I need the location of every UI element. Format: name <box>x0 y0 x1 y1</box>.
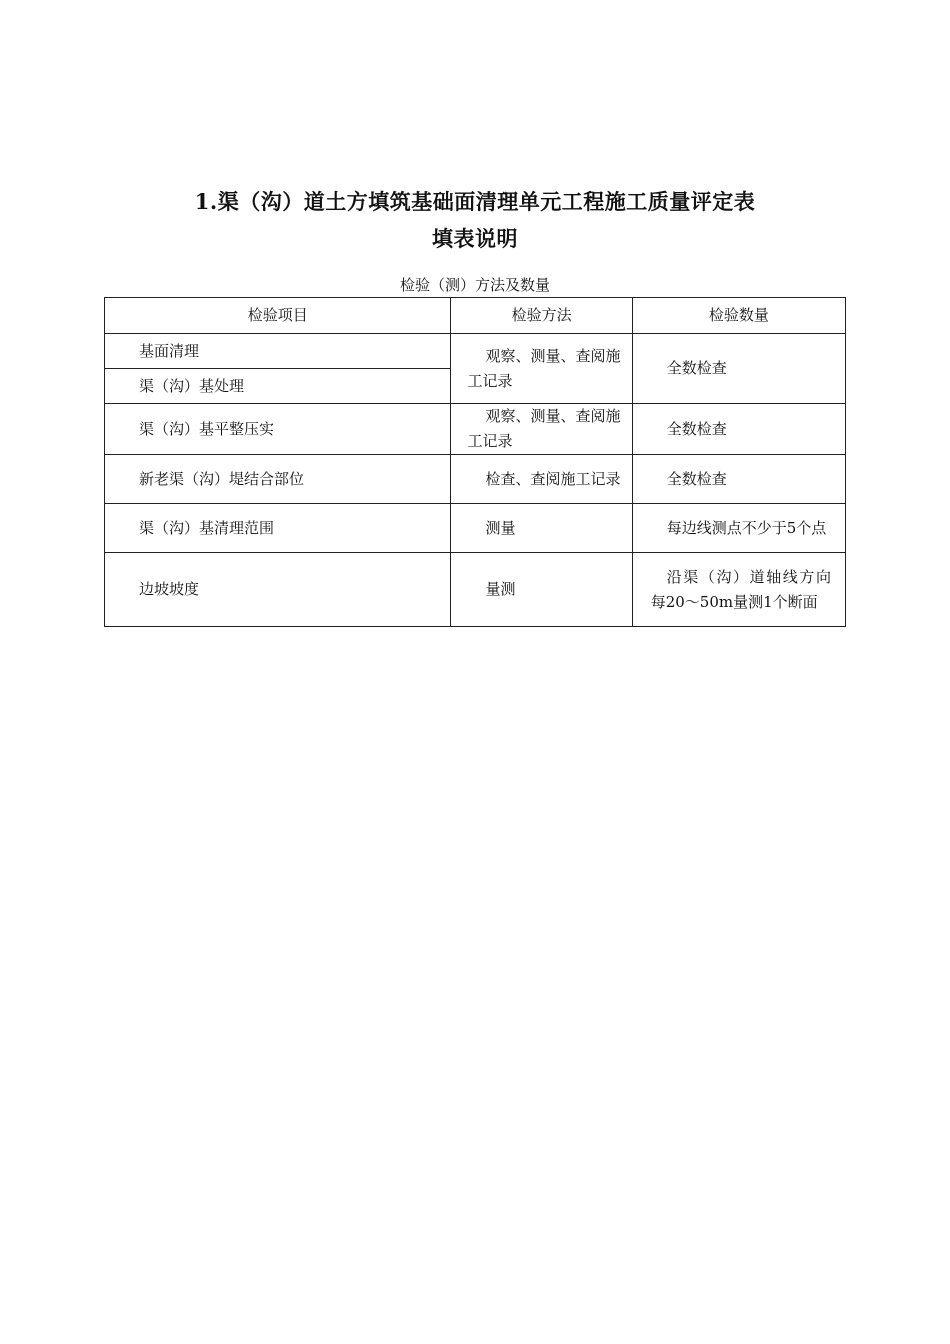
method-cell: 量测 <box>451 553 632 627</box>
table-row <box>105 334 846 369</box>
inspection-table <box>104 297 846 627</box>
method-cell: 检查、查阅施工记录 <box>451 455 632 504</box>
table-header-row <box>105 298 846 334</box>
item-cell: 渠（沟）基平整压实 <box>105 404 451 455</box>
method-cell: 观察、测量、查阅施工记录 <box>451 334 632 404</box>
table-caption: 检验（测）方法及数量 <box>399 276 550 294</box>
method-cell: 测量 <box>451 504 632 553</box>
item-cell: 新老渠（沟）堤结合部位 <box>105 455 451 504</box>
method-cell: 观察、测量、查阅施工记录 <box>451 404 632 455</box>
quantity-cell: 全数检查 <box>632 404 845 455</box>
document-title: 1.渠（沟）道土方填筑基础面清理单元工程施工质量评定表 <box>194 189 756 214</box>
quantity-cell: 沿渠（沟）道轴线方向每20～50m量测1个断面 <box>632 553 845 627</box>
quantity-cell: 全数检查 <box>632 455 845 504</box>
table-row <box>105 504 846 553</box>
header-method: 检验方法 <box>451 298 632 334</box>
quantity-cell: 全数检查 <box>632 334 845 404</box>
header-quantity: 检验数量 <box>632 298 845 334</box>
item-cell: 边坡坡度 <box>105 553 451 627</box>
item-cell: 基面清理 <box>105 334 451 369</box>
item-cell: 渠（沟）基处理 <box>105 369 451 404</box>
table-row <box>105 404 846 455</box>
document-subtitle: 填表说明 <box>432 226 518 251</box>
item-cell: 渠（沟）基清理范围 <box>105 504 451 553</box>
quantity-cell: 每边线测点不少于5个点 <box>632 504 845 553</box>
header-item: 检验项目 <box>105 298 451 334</box>
table-row <box>105 455 846 504</box>
table-row <box>105 553 846 627</box>
